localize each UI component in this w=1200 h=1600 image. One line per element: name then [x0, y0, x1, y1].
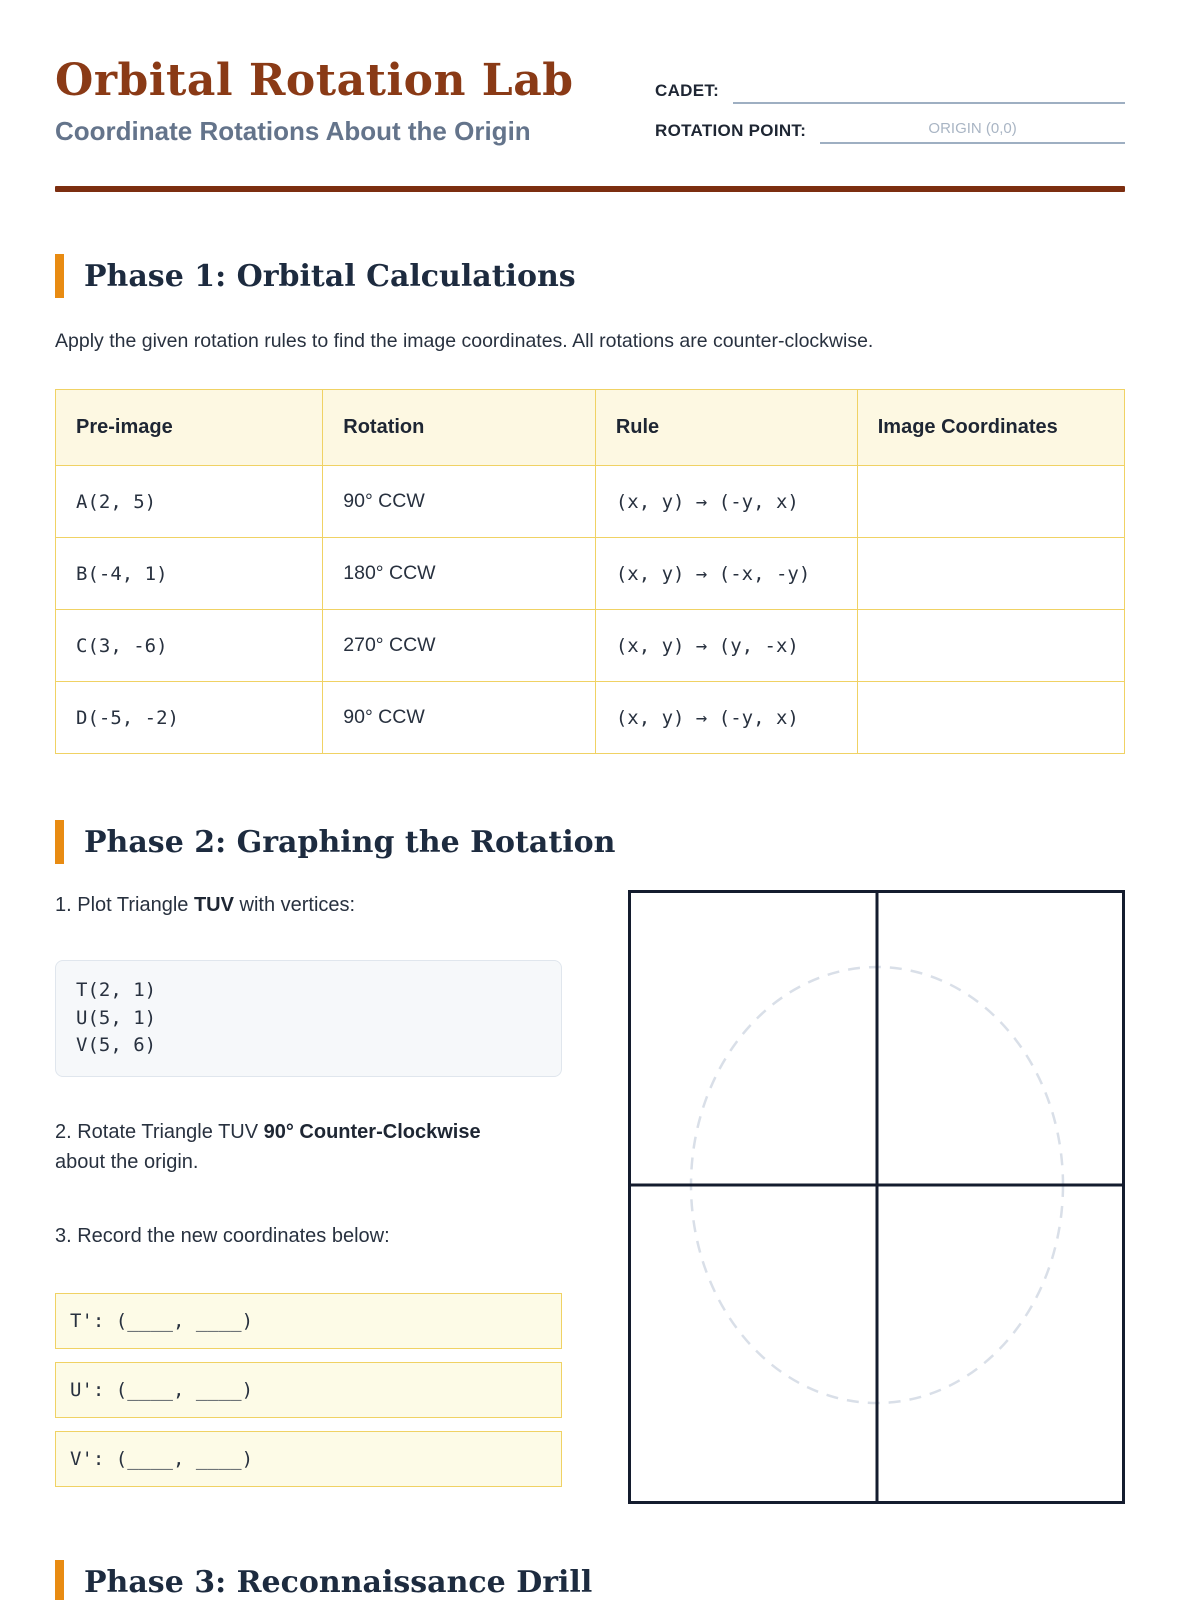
col-header-rotation: Rotation: [323, 390, 596, 466]
header-fields: [655, 80, 1125, 160]
phase3-title: Phase 3: Reconnaissance Drill: [84, 1564, 593, 1600]
image-coordinates-answer-cell[interactable]: [857, 538, 1124, 610]
step-2-suffix: about the origin.: [55, 1150, 199, 1173]
coordinate-grid-canvas: [631, 893, 1122, 1501]
rotation-table: [55, 389, 1125, 754]
header: [55, 55, 1125, 160]
rotation-point-value-line[interactable]: ORIGIN (0,0): [820, 120, 1125, 144]
rotation-point-label: ROTATION POINT:: [655, 121, 807, 140]
rule-cell: (x, y) → (y, -x): [595, 610, 857, 682]
step-1-text: [55, 890, 525, 920]
step-1-suffix: with vertices:: [233, 894, 356, 916]
header-divider: [55, 186, 1125, 192]
phase1-heading: [55, 254, 1125, 298]
image-coordinates-answer-cell[interactable]: [857, 682, 1124, 754]
col-header-pre-image: Pre-image: [56, 390, 323, 466]
pre-image-cell: A(2, 5): [56, 466, 323, 538]
col-header-image-coordinates: Image Coordinates: [857, 390, 1124, 466]
col-header-rule: Rule: [595, 390, 857, 466]
answer-box-t-prime[interactable]: T': (____, ____): [55, 1293, 562, 1349]
step-2-bold: 90° Counter-Clockwise: [263, 1120, 481, 1143]
step-1-prefix: 1. Plot Triangle: [55, 894, 194, 916]
phase2-heading: [55, 820, 1125, 864]
accent-bar-icon: [55, 820, 64, 864]
pre-image-cell: C(3, -6): [56, 610, 323, 682]
rotation-cell: 270° CCW: [323, 610, 596, 682]
rotation-point-field-row: [655, 120, 1125, 144]
table-header-row: [56, 390, 1125, 466]
phase2-instructions: [55, 890, 562, 1500]
image-coordinates-answer-cell[interactable]: [857, 610, 1124, 682]
title-block: [55, 55, 655, 147]
table-row: [56, 610, 1125, 682]
rotation-cell: 180° CCW: [323, 538, 596, 610]
accent-bar-icon: [55, 254, 64, 298]
table-row: [56, 682, 1125, 754]
answer-box-u-prime[interactable]: U': (____, ____): [55, 1362, 562, 1418]
cadet-input-line[interactable]: [733, 80, 1125, 104]
vertex-v: V(5, 6): [76, 1034, 157, 1057]
rotation-cell: 90° CCW: [323, 682, 596, 754]
image-coordinates-answer-cell[interactable]: [857, 466, 1124, 538]
rotation-cell: 90° CCW: [323, 466, 596, 538]
cadet-field-row: [655, 80, 1125, 104]
rule-cell: (x, y) → (-x, -y): [595, 538, 857, 610]
step-2-prefix: 2. Rotate Triangle TUV: [55, 1120, 264, 1143]
vertex-t: T(2, 1): [76, 979, 157, 1001]
table-row: [56, 538, 1125, 610]
pre-image-cell: D(-5, -2): [56, 682, 323, 754]
answer-blanks: [55, 1293, 562, 1487]
vertices-box: [55, 960, 562, 1077]
answer-box-v-prime[interactable]: V': (____, ____): [55, 1431, 562, 1487]
phase1-title: Phase 1: Orbital Calculations: [84, 258, 576, 294]
step-3-text: 3. Record the new coordinates below:: [55, 1224, 390, 1247]
accent-bar-icon: [55, 1560, 64, 1600]
pre-image-cell: B(-4, 1): [56, 538, 323, 610]
step-1-bold: TUV: [193, 894, 234, 916]
rule-cell: (x, y) → (-y, x): [595, 682, 857, 754]
cadet-label: CADET:: [655, 81, 720, 100]
vertex-u: U(5, 1): [76, 1006, 157, 1029]
page-title: Orbital Rotation Lab: [55, 55, 574, 106]
phase1-intro: Apply the given rotation rules to find the image coordinates. All rotations are counter-clockwise.: [55, 330, 874, 352]
phase3-heading: [55, 1560, 1125, 1600]
table-row: [56, 466, 1125, 538]
phase2-title: Phase 2: Graphing the Rotation: [84, 824, 616, 860]
phase2-columns: [55, 890, 1125, 1504]
page-subtitle: Coordinate Rotations About the Origin: [55, 116, 531, 147]
rule-cell: (x, y) → (-y, x): [595, 466, 857, 538]
coordinate-grid[interactable]: [628, 890, 1125, 1504]
step-2-text: [55, 1117, 525, 1177]
